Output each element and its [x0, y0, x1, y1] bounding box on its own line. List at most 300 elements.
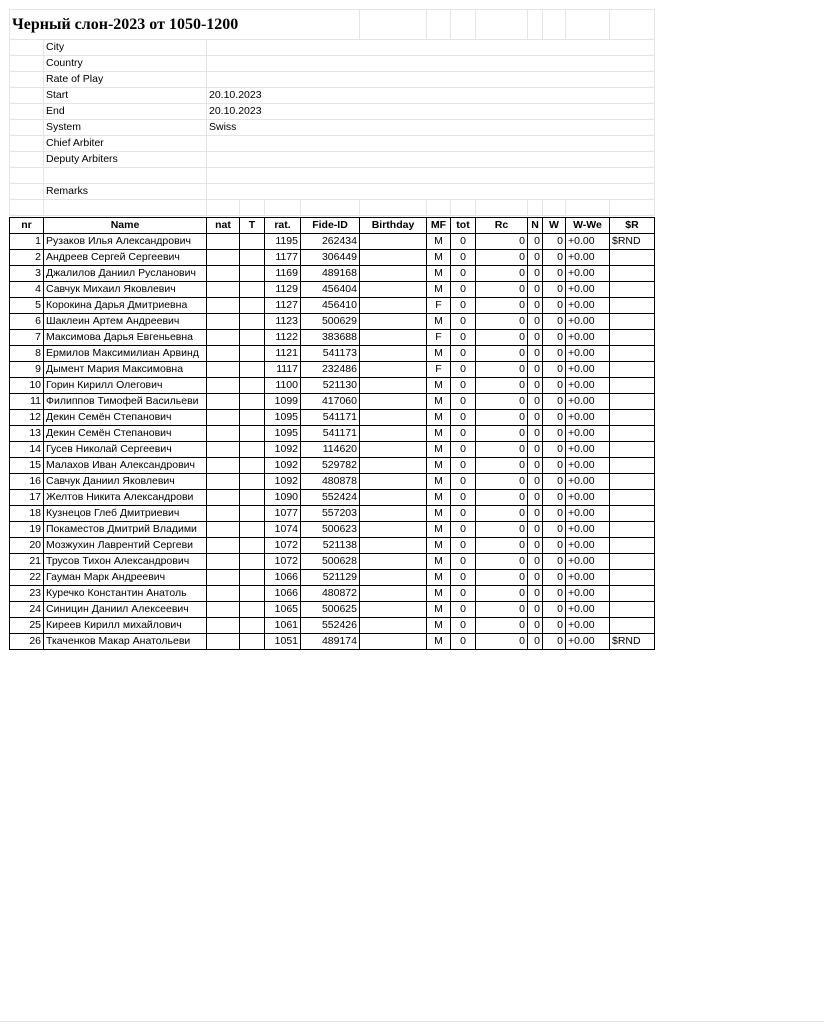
table-cell: 0: [528, 506, 543, 522]
table-cell: [240, 458, 265, 474]
table-cell: 0: [543, 378, 566, 394]
table-cell: 0: [543, 282, 566, 298]
table-cell: 1095: [265, 410, 301, 426]
table-row: [10, 330, 655, 346]
table-cell: 0: [451, 442, 476, 458]
table-cell: [240, 538, 265, 554]
table-row: [10, 234, 655, 250]
sheet-title: Черный слон-2023 от 1050-1200: [10, 10, 360, 40]
empty-cell: [10, 120, 44, 136]
empty-cell: [10, 136, 44, 152]
table-cell: 0: [476, 490, 528, 506]
table-cell: 0: [476, 314, 528, 330]
table-cell: 15: [10, 458, 44, 474]
empty-cell: [476, 10, 528, 40]
table-cell: 0: [451, 522, 476, 538]
table-cell: [360, 410, 427, 426]
table-row: [10, 458, 655, 474]
table-cell: +0.00: [566, 346, 610, 362]
info-value: Swiss: [207, 120, 655, 136]
table-cell: Декин Семён Степанович: [44, 410, 207, 426]
table-cell: 0: [476, 442, 528, 458]
table-cell: M: [427, 410, 451, 426]
table-cell: 0: [543, 362, 566, 378]
table-cell: 0: [528, 570, 543, 586]
table-cell: +0.00: [566, 490, 610, 506]
table-cell: $RND: [610, 234, 655, 250]
table-cell: M: [427, 458, 451, 474]
info-value: [207, 168, 655, 184]
column-header: $R: [610, 218, 655, 234]
table-cell: 0: [528, 346, 543, 362]
table-cell: 0: [543, 394, 566, 410]
table-cell: [240, 266, 265, 282]
table-cell: [207, 378, 240, 394]
table-cell: 552426: [301, 618, 360, 634]
table-cell: 0: [528, 298, 543, 314]
table-cell: Джалилов Даниил Русланович: [44, 266, 207, 282]
table-cell: 1092: [265, 474, 301, 490]
table-cell: [610, 426, 655, 442]
table-cell: [207, 266, 240, 282]
table-cell: [360, 314, 427, 330]
table-cell: [207, 330, 240, 346]
table-row: [10, 570, 655, 586]
table-cell: 0: [528, 362, 543, 378]
info-label: Remarks: [44, 184, 207, 200]
info-value: [207, 136, 655, 152]
table-cell: 0: [476, 586, 528, 602]
table-cell: +0.00: [566, 298, 610, 314]
info-row: [10, 120, 655, 136]
table-cell: 0: [451, 330, 476, 346]
table-cell: 0: [543, 298, 566, 314]
table-cell: Покаместов Дмитрий Владими: [44, 522, 207, 538]
players-table: [9, 217, 655, 650]
table-cell: 552424: [301, 490, 360, 506]
info-label: City: [44, 40, 207, 56]
info-label: Country: [44, 56, 207, 72]
table-cell: 0: [476, 506, 528, 522]
empty-cell: [566, 200, 610, 216]
table-cell: 0: [528, 330, 543, 346]
table-cell: [207, 554, 240, 570]
table-cell: [240, 474, 265, 490]
table-cell: 1061: [265, 618, 301, 634]
table-cell: [360, 426, 427, 442]
table-cell: [610, 554, 655, 570]
table-cell: [207, 506, 240, 522]
table-cell: 0: [528, 586, 543, 602]
table-cell: 1: [10, 234, 44, 250]
table-cell: +0.00: [566, 442, 610, 458]
table-cell: 0: [451, 250, 476, 266]
empty-cell: [10, 72, 44, 88]
table-cell: 0: [451, 314, 476, 330]
table-cell: 0: [476, 378, 528, 394]
table-cell: +0.00: [566, 426, 610, 442]
info-value: [207, 72, 655, 88]
table-cell: [240, 314, 265, 330]
table-row: [10, 314, 655, 330]
table-cell: 0: [451, 282, 476, 298]
empty-cell: [610, 10, 655, 40]
table-cell: [207, 458, 240, 474]
table-cell: 0: [451, 298, 476, 314]
table-row: [10, 266, 655, 282]
tournament-info-table: [9, 9, 655, 216]
table-row: [10, 442, 655, 458]
column-header: MF: [427, 218, 451, 234]
table-cell: 0: [528, 474, 543, 490]
table-cell: [240, 618, 265, 634]
table-row: [10, 474, 655, 490]
table-cell: 4: [10, 282, 44, 298]
table-cell: [240, 634, 265, 650]
table-cell: 0: [451, 410, 476, 426]
table-cell: 0: [476, 522, 528, 538]
info-row: [10, 40, 655, 56]
table-cell: [360, 442, 427, 458]
table-cell: Синицин Даниил Алексеевич: [44, 602, 207, 618]
table-cell: M: [427, 506, 451, 522]
table-cell: 0: [543, 522, 566, 538]
table-cell: 0: [476, 538, 528, 554]
page-bottom-divider: [0, 1021, 824, 1022]
table-cell: +0.00: [566, 250, 610, 266]
table-cell: [360, 602, 427, 618]
table-cell: 0: [451, 458, 476, 474]
table-cell: F: [427, 330, 451, 346]
column-header: nat: [207, 218, 240, 234]
table-cell: [610, 442, 655, 458]
table-cell: [360, 458, 427, 474]
empty-cell: [10, 104, 44, 120]
empty-cell: [240, 200, 265, 216]
column-header: Birthday: [360, 218, 427, 234]
table-cell: +0.00: [566, 410, 610, 426]
table-cell: 541173: [301, 346, 360, 362]
table-cell: [610, 410, 655, 426]
table-cell: M: [427, 234, 451, 250]
info-row: [10, 168, 655, 184]
table-cell: [360, 586, 427, 602]
table-cell: 1169: [265, 266, 301, 282]
table-cell: 1117: [265, 362, 301, 378]
table-cell: 0: [451, 474, 476, 490]
table-cell: 1066: [265, 570, 301, 586]
table-cell: [240, 378, 265, 394]
table-cell: 541171: [301, 426, 360, 442]
info-value: [207, 56, 655, 72]
table-cell: M: [427, 346, 451, 362]
table-cell: [610, 362, 655, 378]
table-cell: +0.00: [566, 378, 610, 394]
table-cell: 417060: [301, 394, 360, 410]
table-cell: M: [427, 522, 451, 538]
table-row: [10, 394, 655, 410]
column-header: rat.: [265, 218, 301, 234]
table-cell: 1129: [265, 282, 301, 298]
table-cell: [240, 410, 265, 426]
table-cell: 20: [10, 538, 44, 554]
table-cell: [360, 634, 427, 650]
empty-cell: [10, 152, 44, 168]
table-cell: 0: [451, 506, 476, 522]
table-cell: 1092: [265, 458, 301, 474]
empty-cell: [543, 200, 566, 216]
empty-cell: [360, 10, 427, 40]
info-label: Rate of Play: [44, 72, 207, 88]
table-cell: [240, 442, 265, 458]
table-row: [10, 506, 655, 522]
table-cell: 0: [451, 618, 476, 634]
table-cell: 2: [10, 250, 44, 266]
table-cell: 0: [528, 538, 543, 554]
table-cell: [360, 618, 427, 634]
table-cell: 500623: [301, 522, 360, 538]
table-cell: [610, 250, 655, 266]
table-cell: 0: [543, 234, 566, 250]
table-cell: 0: [528, 554, 543, 570]
table-cell: [360, 346, 427, 362]
info-value: [207, 40, 655, 56]
table-cell: 0: [451, 394, 476, 410]
table-row: [10, 346, 655, 362]
table-cell: 0: [476, 250, 528, 266]
table-cell: Кузнецов Глеб Дмитриевич: [44, 506, 207, 522]
table-cell: [360, 330, 427, 346]
table-cell: 232486: [301, 362, 360, 378]
table-cell: [360, 506, 427, 522]
table-cell: [610, 538, 655, 554]
table-cell: 0: [451, 538, 476, 554]
table-cell: [610, 394, 655, 410]
table-cell: 0: [543, 506, 566, 522]
table-cell: 1090: [265, 490, 301, 506]
table-cell: 1177: [265, 250, 301, 266]
table-cell: 456410: [301, 298, 360, 314]
table-cell: 1065: [265, 602, 301, 618]
table-cell: 16: [10, 474, 44, 490]
empty-cell: [44, 200, 207, 216]
table-cell: Савчук Даниил Яковлевич: [44, 474, 207, 490]
table-cell: 1099: [265, 394, 301, 410]
table-cell: Гусев Николай Сергеевич: [44, 442, 207, 458]
table-cell: M: [427, 314, 451, 330]
info-row: [10, 104, 655, 120]
table-cell: [360, 378, 427, 394]
table-cell: 0: [476, 298, 528, 314]
table-cell: F: [427, 362, 451, 378]
table-cell: 0: [528, 442, 543, 458]
table-cell: 5: [10, 298, 44, 314]
table-cell: Ермилов Максимилиан Арвинд: [44, 346, 207, 362]
info-value: 20.10.2023: [207, 104, 655, 120]
info-value: [207, 152, 655, 168]
table-cell: 0: [543, 570, 566, 586]
table-cell: M: [427, 474, 451, 490]
table-cell: 9: [10, 362, 44, 378]
table-cell: 0: [476, 330, 528, 346]
table-cell: 0: [528, 426, 543, 442]
info-row: [10, 136, 655, 152]
column-header: W-We: [566, 218, 610, 234]
table-cell: +0.00: [566, 458, 610, 474]
table-cell: [610, 490, 655, 506]
info-row: [10, 72, 655, 88]
table-cell: Декин Семён Степанович: [44, 426, 207, 442]
table-cell: Киреев Кирилл михайлович: [44, 618, 207, 634]
table-header-row: [10, 218, 655, 234]
table-cell: 0: [476, 618, 528, 634]
table-cell: 0: [476, 570, 528, 586]
table-cell: [240, 330, 265, 346]
table-cell: 0: [543, 330, 566, 346]
table-cell: [207, 570, 240, 586]
table-cell: Дымент Мария Максимовна: [44, 362, 207, 378]
table-cell: [360, 570, 427, 586]
info-value: [207, 184, 655, 200]
table-cell: Трусов Тихон Александрович: [44, 554, 207, 570]
table-cell: 13: [10, 426, 44, 442]
table-row: [10, 586, 655, 602]
table-cell: 0: [476, 474, 528, 490]
info-value: 20.10.2023: [207, 88, 655, 104]
table-cell: 0: [543, 346, 566, 362]
table-cell: [360, 522, 427, 538]
table-cell: M: [427, 490, 451, 506]
table-cell: 0: [476, 426, 528, 442]
table-cell: 0: [543, 538, 566, 554]
empty-cell: [10, 200, 44, 216]
table-cell: 0: [451, 602, 476, 618]
table-cell: 456404: [301, 282, 360, 298]
empty-cell: [10, 88, 44, 104]
column-header: Name: [44, 218, 207, 234]
table-cell: 1074: [265, 522, 301, 538]
table-cell: [207, 442, 240, 458]
table-cell: 0: [476, 346, 528, 362]
table-cell: [610, 282, 655, 298]
table-cell: 0: [451, 634, 476, 650]
table-cell: [360, 362, 427, 378]
table-cell: 0: [451, 362, 476, 378]
table-cell: M: [427, 570, 451, 586]
table-cell: [240, 522, 265, 538]
table-cell: Максимова Дарья Евгеньевна: [44, 330, 207, 346]
table-cell: [207, 234, 240, 250]
table-cell: [207, 410, 240, 426]
table-cell: 0: [543, 618, 566, 634]
table-cell: M: [427, 602, 451, 618]
table-cell: Малахов Иван Александрович: [44, 458, 207, 474]
table-cell: [610, 474, 655, 490]
table-cell: 0: [451, 234, 476, 250]
table-cell: 0: [528, 314, 543, 330]
table-cell: 0: [528, 618, 543, 634]
table-cell: 1092: [265, 442, 301, 458]
empty-cell: [543, 10, 566, 40]
table-row: [10, 426, 655, 442]
column-header: N: [528, 218, 543, 234]
column-header: nr: [10, 218, 44, 234]
table-row: [10, 634, 655, 650]
column-header: W: [543, 218, 566, 234]
table-cell: M: [427, 538, 451, 554]
column-header: T: [240, 218, 265, 234]
table-cell: 3: [10, 266, 44, 282]
table-cell: 0: [543, 314, 566, 330]
empty-cell: [566, 10, 610, 40]
table-cell: [240, 282, 265, 298]
table-cell: [207, 362, 240, 378]
info-label: System: [44, 120, 207, 136]
table-cell: 0: [476, 362, 528, 378]
empty-cell: [528, 10, 543, 40]
table-row: [10, 250, 655, 266]
table-cell: 0: [543, 634, 566, 650]
table-row: [10, 298, 655, 314]
table-cell: Андреев Сергей Сергеевич: [44, 250, 207, 266]
table-cell: 0: [451, 378, 476, 394]
table-cell: [240, 346, 265, 362]
table-cell: 0: [451, 490, 476, 506]
table-cell: [240, 250, 265, 266]
info-row: [10, 152, 655, 168]
table-cell: 557203: [301, 506, 360, 522]
table-cell: 23: [10, 586, 44, 602]
empty-cell: [10, 40, 44, 56]
table-cell: M: [427, 554, 451, 570]
table-cell: 1066: [265, 586, 301, 602]
table-cell: 0: [476, 634, 528, 650]
table-cell: 19: [10, 522, 44, 538]
table-cell: 1195: [265, 234, 301, 250]
table-cell: 0: [476, 394, 528, 410]
table-cell: [610, 570, 655, 586]
table-cell: 500625: [301, 602, 360, 618]
table-cell: 521129: [301, 570, 360, 586]
table-cell: [610, 522, 655, 538]
table-cell: [360, 554, 427, 570]
table-cell: 0: [476, 554, 528, 570]
table-cell: [360, 298, 427, 314]
table-cell: 0: [451, 266, 476, 282]
table-cell: Гауман Марк Андреевич: [44, 570, 207, 586]
info-label: End: [44, 104, 207, 120]
empty-cell: [451, 200, 476, 216]
table-cell: M: [427, 426, 451, 442]
table-cell: [610, 266, 655, 282]
table-cell: [360, 490, 427, 506]
table-row: [10, 410, 655, 426]
table-cell: M: [427, 618, 451, 634]
table-cell: [610, 346, 655, 362]
table-cell: [240, 362, 265, 378]
table-cell: 0: [543, 490, 566, 506]
table-cell: F: [427, 298, 451, 314]
table-cell: 480878: [301, 474, 360, 490]
info-label: Start: [44, 88, 207, 104]
table-cell: 1123: [265, 314, 301, 330]
table-cell: +0.00: [566, 394, 610, 410]
info-row: [10, 184, 655, 200]
table-cell: 1077: [265, 506, 301, 522]
column-header: Rc: [476, 218, 528, 234]
table-cell: +0.00: [566, 282, 610, 298]
empty-cell: [528, 200, 543, 216]
